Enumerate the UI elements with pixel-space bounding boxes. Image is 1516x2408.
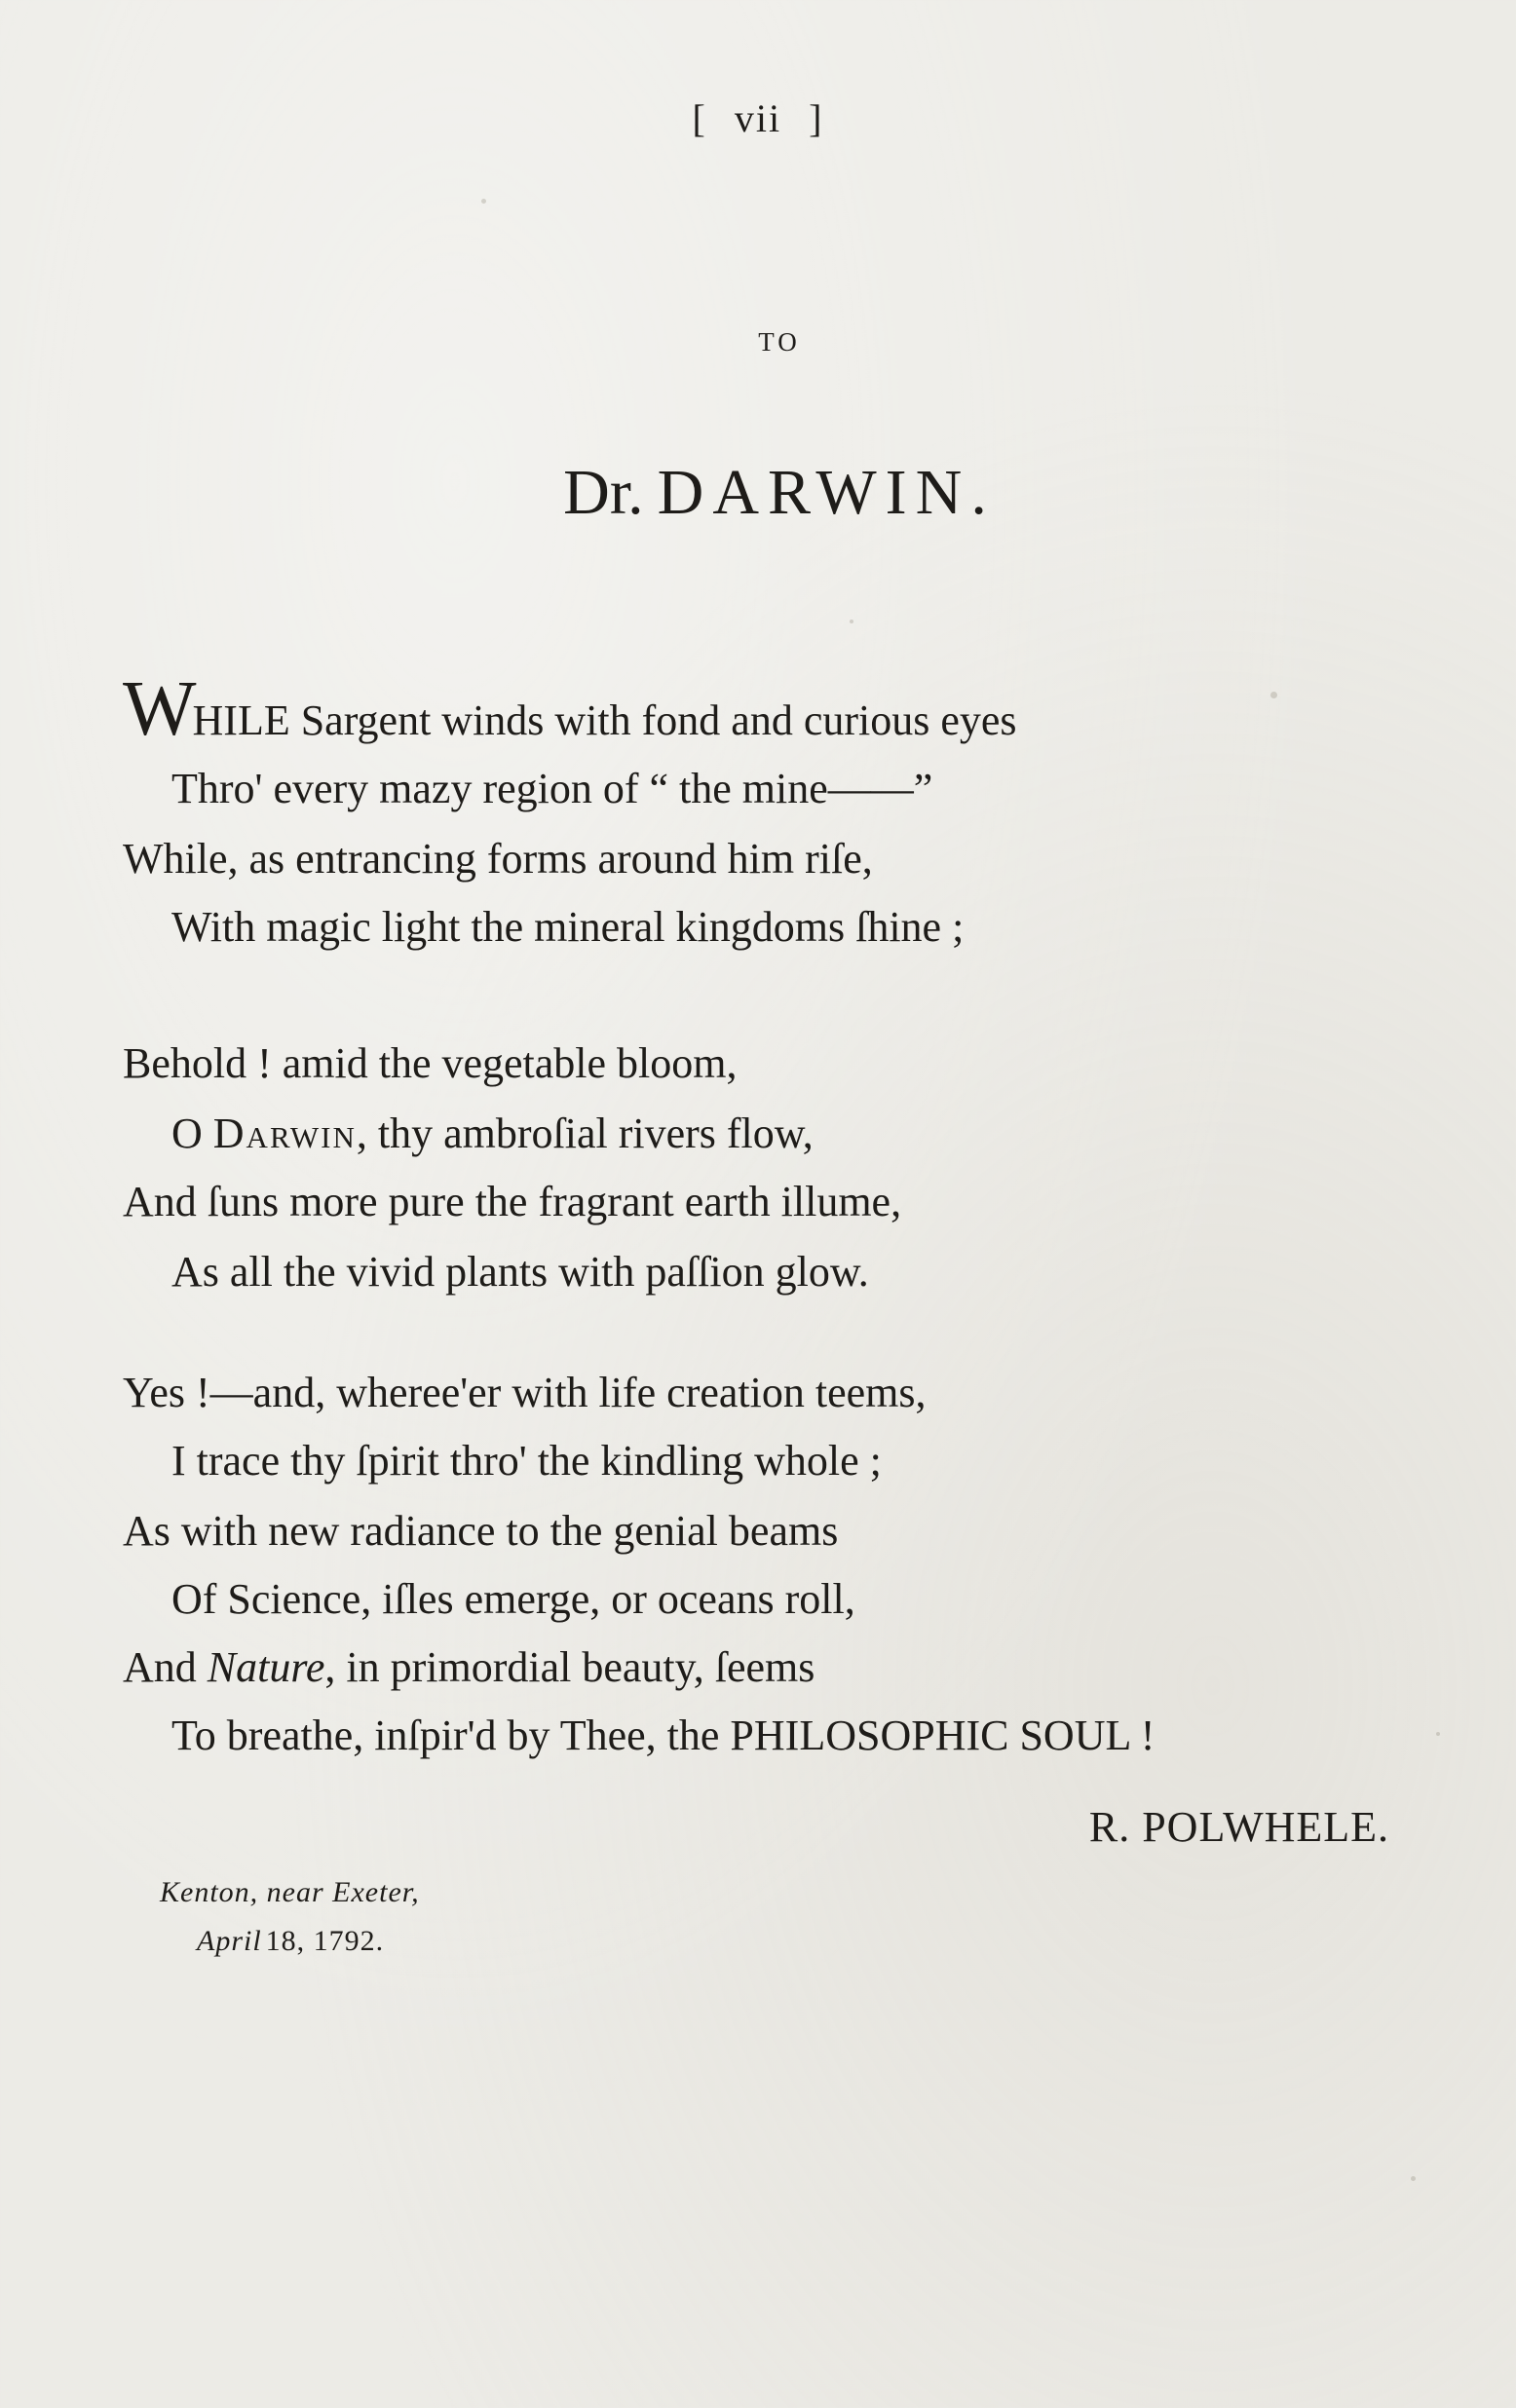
- poem-line-9: Yes !—and, wheree'er with life creation teems,: [123, 1369, 927, 1416]
- darwin-name: Darwin: [212, 1110, 357, 1157]
- dateline-day-year: 18, 1792.: [265, 1925, 385, 1957]
- poem-line-12: Of Science, iſles emerge, or oceans roll,: [171, 1575, 855, 1623]
- drop-cap: W: [123, 666, 193, 752]
- poem-line-2: Thro' every mazy region of “ the mine——”: [171, 765, 933, 812]
- page-number: [ vii ]: [692, 96, 824, 140]
- poem-line-3: While, as entrancing forms around him riſe,: [123, 835, 873, 883]
- dedication-to: TO: [758, 327, 801, 357]
- poem-line-13: And Nature, in primordial beauty, ſeems: [123, 1643, 815, 1691]
- nature-word: Nature: [207, 1643, 325, 1691]
- poem-line-8: As all the vivid plants with paſſion glow.: [171, 1248, 869, 1296]
- poem-line-14: To breathe, inſpir'd by Thee, the PHILOSOPHIC SOUL !: [171, 1712, 1156, 1759]
- paper-speck: [481, 199, 486, 204]
- page-number-value: vii: [734, 96, 782, 140]
- paper-speck: [1270, 692, 1277, 698]
- paper-speck: [850, 620, 853, 623]
- author-signature: R. POLWHELE.: [1088, 1803, 1389, 1851]
- poem-line-5: Behold ! amid the vegetable bloom,: [123, 1039, 738, 1087]
- line-text: HILE Sargent winds with fond and curious eyes: [192, 696, 1017, 744]
- poem-line-6: O Darwin, thy ambroſial rivers flow,: [171, 1110, 814, 1157]
- philosophic-soul: PHILOSOPHIC SOUL !: [730, 1712, 1156, 1759]
- title-prefix: Dr.: [563, 457, 644, 528]
- poem-line-7: And ſuns more pure the fragrant earth illume,: [123, 1178, 902, 1225]
- poem-line-4: With magic light the mineral kingdoms ſhine ;: [171, 903, 965, 951]
- poem-line-1: [123, 666, 1017, 752]
- paper-speck: [1411, 2176, 1416, 2181]
- title-name: DARWIN.: [657, 457, 996, 528]
- poem-line-11: As with new radiance to the genial beams: [123, 1507, 839, 1555]
- paper-speck: [1436, 1732, 1440, 1736]
- page-title: [0, 456, 1516, 530]
- dateline-month: April: [197, 1925, 262, 1957]
- poem-line-10: I trace thy ſpirit thro' the kindling whole ;: [171, 1437, 882, 1485]
- dateline-date: [197, 1925, 384, 1958]
- dateline-place: Kenton, near Exeter,: [160, 1876, 420, 1908]
